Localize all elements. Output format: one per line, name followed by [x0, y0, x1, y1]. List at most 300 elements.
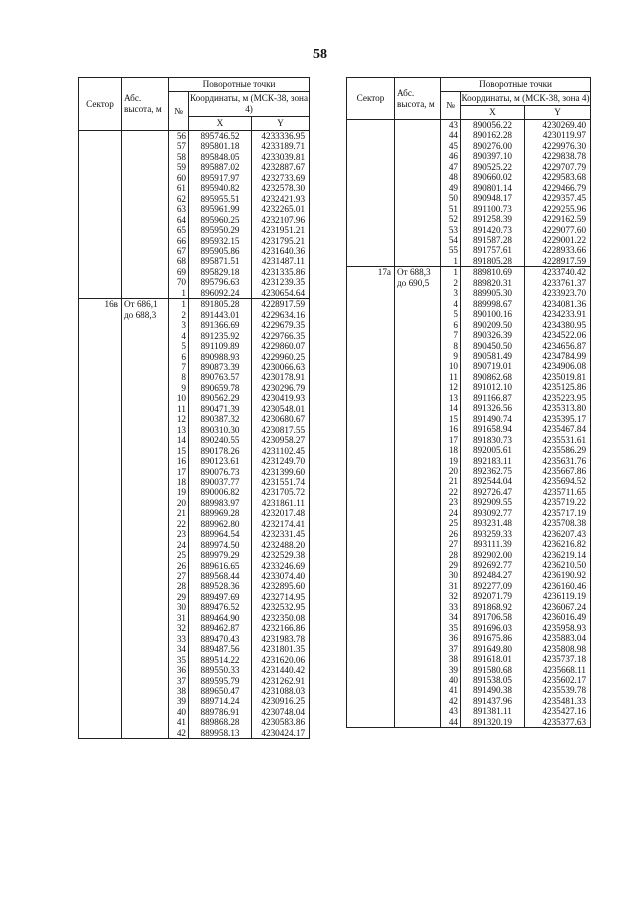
point-number-cell: 67	[169, 246, 189, 256]
table-row	[79, 404, 310, 414]
header-coordinates: Координаты, м (МСК-38, зона 4)	[189, 92, 310, 117]
x-coordinate-cell: 892544.04	[461, 476, 525, 486]
abs-height-cell	[122, 425, 169, 435]
sector-cell	[347, 414, 395, 424]
sector-cell	[79, 665, 122, 675]
table-row	[347, 162, 591, 172]
sector-cell	[79, 331, 122, 341]
point-number-cell: 1	[441, 256, 461, 267]
point-number-cell: 24	[441, 508, 461, 518]
sector-cell	[79, 246, 122, 256]
point-number-cell: 42	[441, 696, 461, 706]
table-row	[347, 717, 591, 728]
x-coordinate-cell: 889616.65	[189, 561, 252, 571]
header-y: Y	[252, 117, 310, 131]
y-coordinate-cell: 4229679.35	[252, 320, 310, 330]
y-coordinate-cell: 4232174.41	[252, 519, 310, 529]
y-coordinate-cell: 4236119.19	[525, 591, 591, 601]
point-number-cell: 34	[441, 612, 461, 622]
y-coordinate-cell: 4236216.82	[525, 539, 591, 549]
table-row	[79, 435, 310, 445]
abs-height-cell	[122, 602, 169, 612]
y-coordinate-cell: 4235313.80	[525, 403, 591, 413]
y-coordinate-cell: 4232529.38	[252, 550, 310, 560]
table-row	[347, 550, 591, 560]
point-number-cell: 28	[169, 581, 189, 591]
point-number-cell: 51	[441, 204, 461, 214]
table-row	[347, 435, 591, 445]
abs-height-cell	[122, 456, 169, 466]
point-number-cell: 11	[169, 404, 189, 414]
point-number-cell: 30	[441, 570, 461, 580]
abs-height-cell	[122, 696, 169, 706]
abs-height-cell	[122, 204, 169, 214]
sector-cell	[79, 352, 122, 362]
y-coordinate-cell: 4231861.11	[252, 498, 310, 508]
x-coordinate-cell: 891381.11	[461, 706, 525, 716]
sector-cell	[347, 466, 395, 476]
point-number-cell: 45	[441, 141, 461, 151]
abs-height-cell	[395, 403, 441, 413]
table-row	[347, 518, 591, 528]
y-coordinate-cell: 4235667.86	[525, 466, 591, 476]
abs-height-cell	[395, 235, 441, 245]
sector-cell	[347, 581, 395, 591]
table-row	[79, 310, 310, 320]
sector-cell	[79, 613, 122, 623]
point-number-cell: 23	[169, 529, 189, 539]
sector-cell	[347, 320, 395, 330]
point-number-cell: 17	[169, 467, 189, 477]
y-coordinate-cell: 4230680.67	[252, 414, 310, 424]
sector-cell: 16в	[79, 299, 122, 310]
header-y: Y	[525, 106, 591, 120]
x-coordinate-cell: 891443.01	[189, 310, 252, 320]
y-coordinate-cell: 4233189.71	[252, 141, 310, 151]
abs-height-cell	[395, 245, 441, 255]
abs-height-cell	[122, 362, 169, 372]
table-row	[347, 309, 591, 319]
sector-cell	[79, 162, 122, 172]
sector-cell	[79, 173, 122, 183]
sector-cell	[347, 529, 395, 539]
point-number-cell: 2	[441, 278, 461, 288]
y-coordinate-cell: 4230419.93	[252, 393, 310, 403]
abs-height-cell	[395, 414, 441, 424]
point-number-cell: 61	[169, 183, 189, 193]
point-number-cell: 33	[169, 634, 189, 644]
abs-height-cell	[122, 173, 169, 183]
abs-height-cell	[395, 424, 441, 434]
point-number-cell: 59	[169, 162, 189, 172]
table-row	[79, 561, 310, 571]
abs-height-cell	[122, 288, 169, 299]
x-coordinate-cell: 890209.50	[461, 320, 525, 330]
y-coordinate-cell: 4234656.87	[525, 341, 591, 351]
x-coordinate-cell: 890581.49	[461, 351, 525, 361]
x-coordinate-cell: 889595.79	[189, 676, 252, 686]
table-row	[347, 151, 591, 161]
table-row	[79, 331, 310, 341]
sector-cell	[347, 193, 395, 203]
x-coordinate-cell: 890326.39	[461, 330, 525, 340]
abs-height-cell	[122, 613, 169, 623]
sector-cell	[79, 655, 122, 665]
y-coordinate-cell: 4232488.20	[252, 540, 310, 550]
y-coordinate-cell: 4230958.27	[252, 435, 310, 445]
x-coordinate-cell: 890240.55	[189, 435, 252, 445]
abs-height-cell	[122, 665, 169, 675]
y-coordinate-cell: 4229001.22	[525, 235, 591, 245]
table-row	[347, 372, 591, 382]
y-coordinate-cell: 4230424.17	[252, 728, 310, 739]
sector-cell	[79, 561, 122, 571]
abs-height-cell	[122, 267, 169, 277]
sector-cell: 17а	[347, 267, 395, 278]
y-coordinate-cell: 4236210.50	[525, 560, 591, 570]
header-coordinates: Координаты, м (МСК-38, зона 4)	[461, 92, 591, 106]
x-coordinate-cell: 895871.51	[189, 256, 252, 266]
table-row	[79, 141, 310, 151]
abs-height-cell	[122, 215, 169, 225]
abs-height-cell	[395, 393, 441, 403]
sector-cell	[79, 477, 122, 487]
x-coordinate-cell: 892005.61	[461, 445, 525, 455]
abs-height-cell	[122, 256, 169, 266]
table-row	[347, 654, 591, 664]
x-coordinate-cell: 890276.00	[461, 141, 525, 151]
sector-cell	[79, 519, 122, 529]
table-row	[347, 466, 591, 476]
x-coordinate-cell: 891868.92	[461, 602, 525, 612]
point-number-cell: 32	[169, 623, 189, 633]
point-number-cell: 17	[441, 435, 461, 445]
y-coordinate-cell: 4231795.21	[252, 236, 310, 246]
abs-height-cell	[122, 498, 169, 508]
table-row	[347, 130, 591, 140]
sector-cell	[79, 362, 122, 372]
y-coordinate-cell: 4236190.92	[525, 570, 591, 580]
x-coordinate-cell: 895917.97	[189, 173, 252, 183]
table-row	[347, 685, 591, 695]
point-number-cell: 27	[441, 539, 461, 549]
table-row	[347, 497, 591, 507]
header-turning-points: Поворотные точки	[441, 78, 591, 92]
x-coordinate-cell: 892484.27	[461, 570, 525, 580]
coordinates-table-right	[346, 77, 591, 728]
x-coordinate-cell: 895746.52	[189, 131, 252, 142]
y-coordinate-cell: 4228917.59	[252, 299, 310, 310]
abs-height-cell	[122, 152, 169, 162]
point-number-cell: 6	[441, 320, 461, 330]
sector-cell	[347, 424, 395, 434]
sector-cell	[347, 225, 395, 235]
x-coordinate-cell: 892726.47	[461, 487, 525, 497]
table-row	[347, 267, 591, 278]
point-number-cell: 43	[441, 706, 461, 716]
sector-cell	[347, 393, 395, 403]
table-row	[347, 591, 591, 601]
point-number-cell: 1	[169, 288, 189, 299]
y-coordinate-cell: 4232532.95	[252, 602, 310, 612]
abs-height-cell	[395, 518, 441, 528]
point-number-cell: 49	[441, 183, 461, 193]
table-row	[79, 571, 310, 581]
abs-height-cell	[122, 131, 169, 142]
sector-cell	[347, 456, 395, 466]
point-number-cell: 14	[441, 403, 461, 413]
y-coordinate-cell: 4234233.91	[525, 309, 591, 319]
table-row	[79, 550, 310, 560]
y-coordinate-cell: 4233923.70	[525, 288, 591, 298]
x-coordinate-cell: 891258.39	[461, 214, 525, 224]
table-row	[79, 215, 310, 225]
abs-height-cell	[122, 383, 169, 393]
sector-cell	[79, 602, 122, 612]
table-row	[79, 383, 310, 393]
y-coordinate-cell: 4231088.03	[252, 686, 310, 696]
table-row	[347, 623, 591, 633]
point-number-cell: 3	[169, 320, 189, 330]
y-coordinate-cell: 4234522.06	[525, 330, 591, 340]
sector-cell	[79, 676, 122, 686]
y-coordinate-cell: 4229838.78	[525, 151, 591, 161]
point-number-cell: 38	[441, 654, 461, 664]
x-coordinate-cell: 892692.77	[461, 560, 525, 570]
point-number-cell: 29	[441, 560, 461, 570]
table-row	[79, 152, 310, 162]
point-number-cell: 65	[169, 225, 189, 235]
point-number-cell: 42	[169, 728, 189, 739]
point-number-cell: 41	[169, 717, 189, 727]
point-number-cell: 18	[441, 445, 461, 455]
x-coordinate-cell: 890123.61	[189, 456, 252, 466]
y-coordinate-cell: 4229162.59	[525, 214, 591, 224]
y-coordinate-cell: 4229960.25	[252, 352, 310, 362]
abs-height-cell	[122, 561, 169, 571]
table-row	[347, 141, 591, 151]
y-coordinate-cell: 4231640.36	[252, 246, 310, 256]
table-row	[347, 120, 591, 131]
x-coordinate-cell: 893259.33	[461, 529, 525, 539]
x-coordinate-cell: 889786.91	[189, 707, 252, 717]
abs-height-cell	[122, 467, 169, 477]
abs-height-cell	[122, 393, 169, 403]
table-row	[347, 414, 591, 424]
table-row	[79, 717, 310, 727]
sector-cell	[347, 120, 395, 131]
point-number-cell: 5	[169, 341, 189, 351]
y-coordinate-cell: 4229077.60	[525, 225, 591, 235]
table-row	[79, 352, 310, 362]
point-number-cell: 8	[441, 341, 461, 351]
sector-cell	[79, 634, 122, 644]
y-coordinate-cell: 4232017.48	[252, 508, 310, 518]
abs-height-cell	[395, 665, 441, 675]
table-row	[79, 173, 310, 183]
y-coordinate-cell: 4230654.64	[252, 288, 310, 299]
table-row	[79, 634, 310, 644]
header-turning-points: Поворотные точки	[169, 78, 310, 92]
coordinates-table-left	[78, 77, 310, 739]
abs-height-cell	[395, 361, 441, 371]
table-row	[347, 351, 591, 361]
y-coordinate-cell: 4229766.35	[252, 331, 310, 341]
table-row	[79, 372, 310, 382]
y-coordinate-cell: 4229357.45	[525, 193, 591, 203]
table-row	[79, 487, 310, 497]
abs-height-cell	[122, 550, 169, 560]
table-row	[347, 320, 591, 330]
x-coordinate-cell: 889962.80	[189, 519, 252, 529]
table-row	[79, 225, 310, 235]
x-coordinate-cell: 889868.28	[189, 717, 252, 727]
sector-cell	[79, 204, 122, 214]
table-row	[347, 476, 591, 486]
y-coordinate-cell: 4234784.99	[525, 351, 591, 361]
abs-height-cell	[395, 309, 441, 319]
point-number-cell: 4	[441, 299, 461, 309]
sector-cell	[347, 361, 395, 371]
abs-height-cell	[395, 214, 441, 224]
y-coordinate-cell: 4235694.52	[525, 476, 591, 486]
x-coordinate-cell: 892909.55	[461, 497, 525, 507]
point-number-cell: 54	[441, 235, 461, 245]
abs-height-cell	[395, 466, 441, 476]
sector-cell	[347, 487, 395, 497]
sector-cell	[347, 685, 395, 695]
x-coordinate-cell: 891326.56	[461, 403, 525, 413]
sector-cell	[347, 696, 395, 706]
abs-height-cell	[395, 225, 441, 235]
x-coordinate-cell: 895829.18	[189, 267, 252, 277]
y-coordinate-cell: 4234906.08	[525, 361, 591, 371]
point-number-cell: 13	[169, 425, 189, 435]
point-number-cell: 3	[441, 288, 461, 298]
y-coordinate-cell: 4232331.45	[252, 529, 310, 539]
y-coordinate-cell: 4235481.33	[525, 696, 591, 706]
point-number-cell: 19	[169, 487, 189, 497]
abs-height-cell	[395, 685, 441, 695]
point-number-cell: 62	[169, 194, 189, 204]
y-coordinate-cell: 4236016.49	[525, 612, 591, 622]
x-coordinate-cell: 890397.10	[461, 151, 525, 161]
y-coordinate-cell: 4236207.43	[525, 529, 591, 539]
sector-cell	[79, 425, 122, 435]
y-coordinate-cell: 4235377.63	[525, 717, 591, 728]
table-row	[347, 633, 591, 643]
x-coordinate-cell: 890862.68	[461, 372, 525, 382]
y-coordinate-cell: 4235019.81	[525, 372, 591, 382]
x-coordinate-cell: 895848.05	[189, 152, 252, 162]
sector-cell	[79, 456, 122, 466]
abs-height-cell	[122, 686, 169, 696]
x-coordinate-cell: 889497.69	[189, 592, 252, 602]
x-coordinate-cell: 890037.77	[189, 477, 252, 487]
point-number-cell: 55	[441, 245, 461, 255]
sector-cell	[347, 204, 395, 214]
table-row	[347, 330, 591, 340]
abs-height-cell	[122, 487, 169, 497]
point-number-cell: 63	[169, 204, 189, 214]
sector-cell	[347, 476, 395, 486]
y-coordinate-cell: 4233336.95	[252, 131, 310, 142]
sector-cell	[79, 141, 122, 151]
y-coordinate-cell: 4235883.04	[525, 633, 591, 643]
point-number-cell: 16	[441, 424, 461, 434]
y-coordinate-cell: 4235668.11	[525, 665, 591, 675]
table-row	[79, 581, 310, 591]
x-coordinate-cell: 891587.28	[461, 235, 525, 245]
x-coordinate-cell: 889487.56	[189, 644, 252, 654]
table-row	[79, 728, 310, 739]
abs-height-cell	[122, 435, 169, 445]
table-row	[79, 519, 310, 529]
table-row	[79, 467, 310, 477]
x-coordinate-cell: 895955.51	[189, 194, 252, 204]
table-row	[79, 529, 310, 539]
table-row	[79, 602, 310, 612]
abs-height-cell	[395, 706, 441, 716]
y-coordinate-cell: 4230817.55	[252, 425, 310, 435]
sector-cell	[347, 508, 395, 518]
header-number: №	[169, 92, 189, 131]
x-coordinate-cell: 890719.01	[461, 361, 525, 371]
x-coordinate-cell: 896092.24	[189, 288, 252, 299]
abs-height-cell	[122, 676, 169, 686]
point-number-cell: 53	[441, 225, 461, 235]
x-coordinate-cell: 890660.02	[461, 172, 525, 182]
abs-height-cell	[122, 477, 169, 487]
header-number: №	[441, 92, 461, 120]
sector-cell	[347, 717, 395, 728]
sector-cell	[79, 623, 122, 633]
point-number-cell: 16	[169, 456, 189, 466]
abs-height-cell	[395, 654, 441, 664]
point-number-cell: 20	[441, 466, 461, 476]
table-row	[347, 256, 591, 267]
table-row	[347, 424, 591, 434]
sector-cell	[347, 497, 395, 507]
abs-height-cell	[395, 560, 441, 570]
point-number-cell: 70	[169, 277, 189, 287]
y-coordinate-cell: 4232421.93	[252, 194, 310, 204]
sector-cell	[347, 288, 395, 298]
abs-height-cell	[122, 236, 169, 246]
abs-height-cell	[122, 331, 169, 341]
abs-height-cell	[395, 570, 441, 580]
table-row	[347, 570, 591, 580]
table-row	[347, 665, 591, 675]
x-coordinate-cell: 889983.97	[189, 498, 252, 508]
table-row	[79, 623, 310, 633]
table-row	[347, 393, 591, 403]
point-number-cell: 1	[441, 267, 461, 278]
y-coordinate-cell: 4233761.37	[525, 278, 591, 288]
sector-cell	[79, 592, 122, 602]
point-number-cell: 33	[441, 602, 461, 612]
x-coordinate-cell: 889958.13	[189, 728, 252, 739]
point-number-cell: 48	[441, 172, 461, 182]
point-number-cell: 25	[169, 550, 189, 560]
point-number-cell: 15	[169, 446, 189, 456]
table-row	[347, 193, 591, 203]
sector-cell	[79, 467, 122, 477]
abs-height-cell	[122, 644, 169, 654]
table-row	[79, 204, 310, 214]
sector-cell	[347, 539, 395, 549]
abs-height-cell	[395, 476, 441, 486]
